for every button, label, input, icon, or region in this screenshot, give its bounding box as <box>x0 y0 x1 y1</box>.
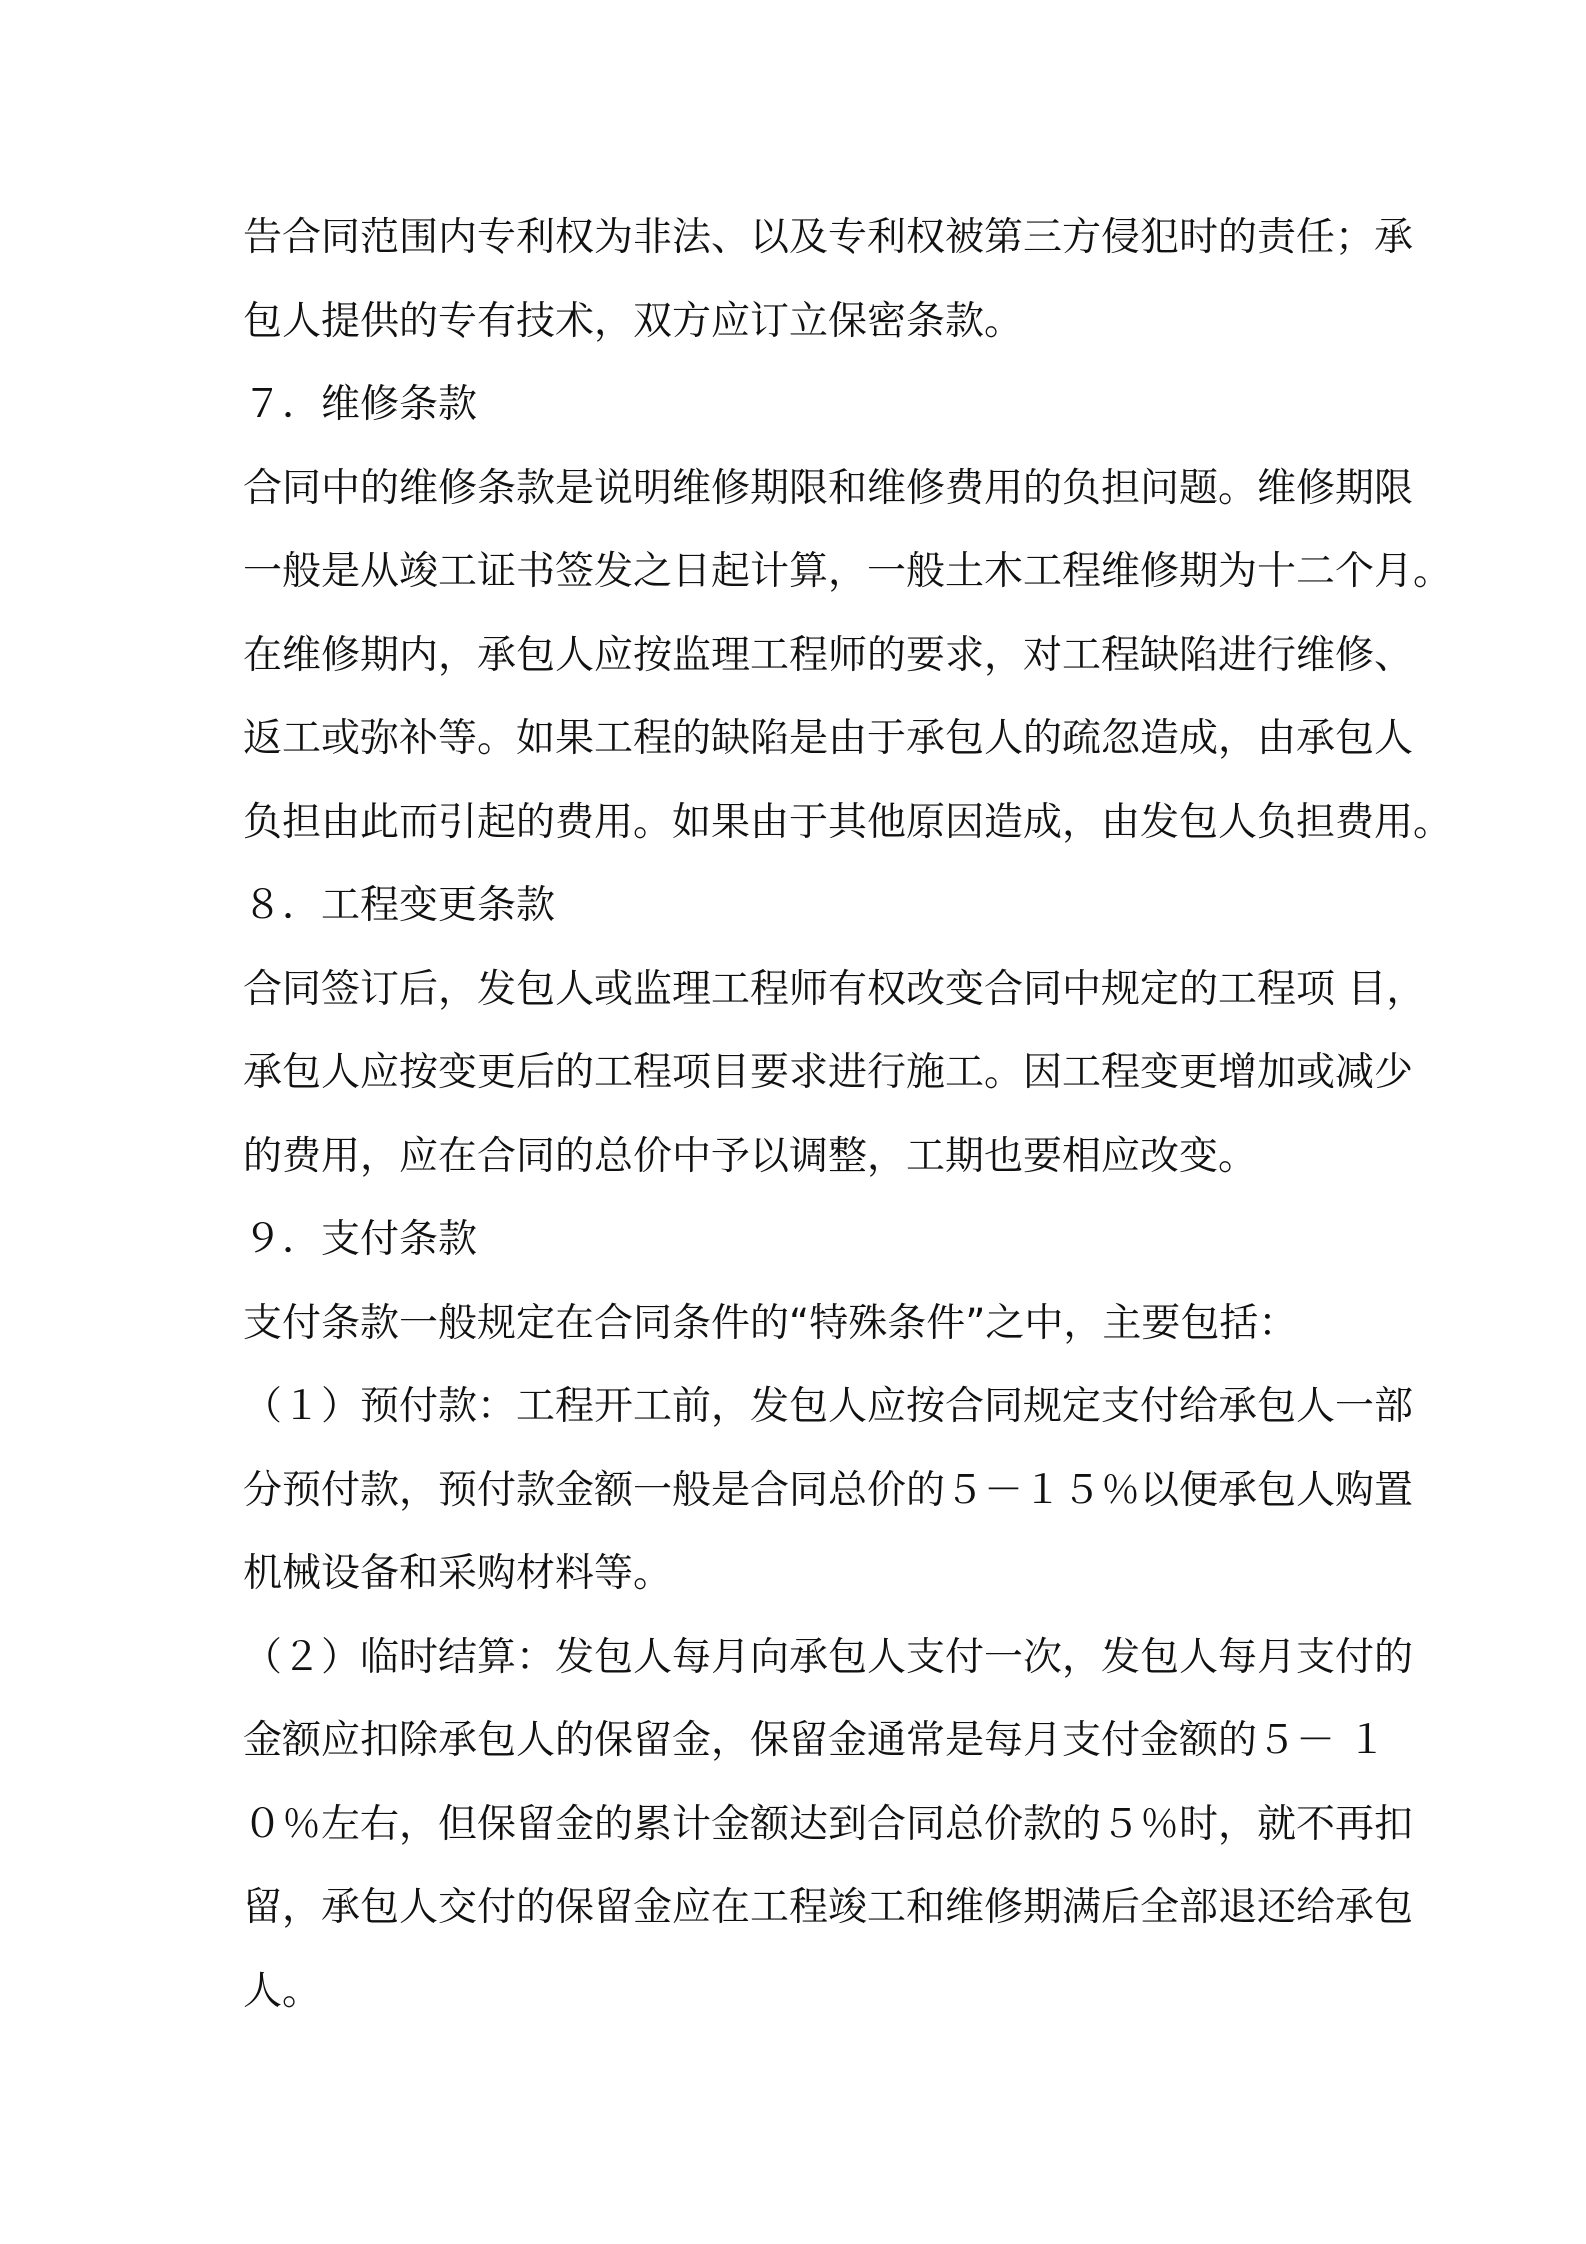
text-line: 金额应扣除承包人的保留金，保留金通常是每月支付金额的５－ １ <box>243 1718 1387 1763</box>
section-heading-change: ８．工程变更条款 <box>243 883 556 928</box>
text-line: 一般是从竣工证书签发之日起计算，一般土木工程维修期为十二个月。 <box>243 549 1453 594</box>
text-line: 在维修期内，承包人应按监理工程师的要求，对工程缺陷进行维修、 <box>243 632 1414 678</box>
text-line: 返工或弥补等。如果工程的缺陷是由于承包人的疏忽造成，由承包人 <box>243 716 1414 761</box>
text-line: （１）预付款：工程开工前，发包人应按合同规定支付给承包人一部 <box>243 1384 1414 1429</box>
text-line: 负担由此而引起的费用。如果由于其他原因造成，由发包人负担费用。 <box>243 799 1453 845</box>
text-line: 合同签订后，发包人或监理工程师有权改变合同中规定的工程项 目， <box>243 966 1426 1012</box>
text-line: 支付条款一般规定在合同条件的“特殊条件”之中，主要包括： <box>243 1300 1298 1346</box>
text-line: 承包人应按变更后的工程项目要求进行施工。因工程变更增加或减少 <box>243 1050 1414 1095</box>
text-line: （２）临时结算：发包人每月向承包人支付一次，发包人每月支付的 <box>243 1634 1414 1680</box>
text-line: 合同中的维修条款是说明维修期限和维修费用的负担问题。维修期限 <box>243 465 1414 511</box>
text-line: 机械设备和采购材料等。 <box>243 1551 673 1596</box>
text-line: 的费用，应在合同的总价中予以调整，工期也要相应改变。 <box>243 1133 1258 1179</box>
text-line: 人。 <box>243 1968 322 2014</box>
text-line: 告合同范围内专利权为非法、以及专利权被第三方侵犯时的责任；承 <box>243 215 1414 260</box>
document-body <box>243 196 1453 2033</box>
text-line: ０％左右，但保留金的累计金额达到合同总价款的５％时，就不再扣 <box>243 1801 1414 1847</box>
text-line: 包人提供的专有技术，双方应订立保密条款。 <box>243 298 1024 344</box>
section-heading-maintenance: ７．维修条款 <box>243 382 478 427</box>
text-line: 分预付款，预付款金额一般是合同总价的５－１５％以便承包人购置 <box>243 1467 1414 1513</box>
text-line: 留，承包人交付的保留金应在工程竣工和维修期满后全部退还给承包 <box>243 1885 1414 1930</box>
section-heading-payment: ９．支付条款 <box>243 1217 478 1262</box>
